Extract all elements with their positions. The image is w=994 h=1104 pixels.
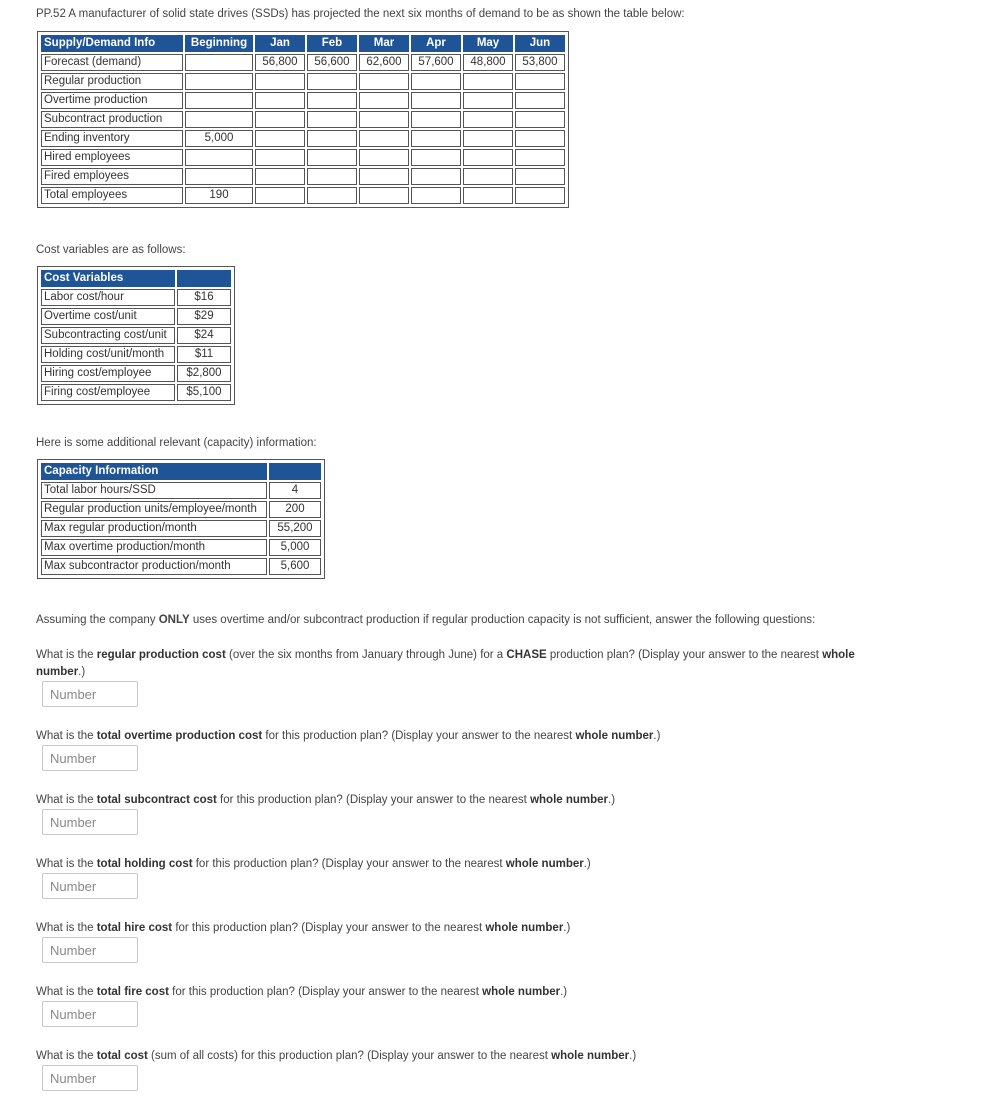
table-cell [359, 130, 409, 147]
table-cell [515, 130, 565, 147]
table-cell [463, 130, 513, 147]
row-value: 200 [269, 501, 321, 518]
table-cell: 190 [185, 187, 253, 204]
table-row [41, 130, 565, 147]
table-cell [359, 187, 409, 204]
table-cell [359, 168, 409, 185]
table-row [41, 168, 565, 185]
question-emphasis: total subcontract cost [96, 794, 217, 806]
table-cell [463, 111, 513, 128]
table-row [41, 187, 565, 204]
table-cell [463, 149, 513, 166]
cost-caption: Cost variables are as follows: [36, 244, 186, 256]
row-label: Hired employees [41, 149, 183, 166]
table-cell [185, 168, 253, 185]
table-cell [411, 187, 461, 204]
answer-input-3[interactable] [42, 809, 138, 835]
table-cell [463, 187, 513, 204]
question-emphasis: total holding cost [96, 858, 193, 870]
question-emphasis: whole number [505, 858, 584, 870]
question-fragment: for this production plan? (Display your answer to the nearest [168, 986, 483, 998]
row-label: Overtime production [41, 92, 183, 109]
table-cell [255, 168, 305, 185]
row-value: 4 [269, 482, 321, 499]
row-value: 5,000 [269, 539, 321, 556]
table-cell [515, 92, 565, 109]
table-cell [515, 73, 565, 90]
question-text [36, 792, 876, 809]
question-emphasis: whole number [551, 1050, 630, 1062]
table-cell: 62,600 [359, 54, 409, 71]
table-cell [185, 92, 253, 109]
question-fragment: What is the [36, 1050, 97, 1062]
table-cell [307, 130, 357, 147]
question-fragment: for this production plan? (Display your answer to the nearest [216, 794, 531, 806]
answer-input-7[interactable] [42, 1065, 138, 1091]
question-fragment: .) [563, 922, 571, 934]
question-text [36, 984, 876, 1001]
table-cell [255, 92, 305, 109]
table-row [41, 365, 231, 382]
question-text [36, 1048, 876, 1065]
question-fragment: for this production plan? (Display your answer to the nearest [192, 858, 506, 870]
row-label: Firing cost/employee [41, 384, 175, 401]
header-mar: Mar [359, 35, 409, 52]
capacity-header-row [41, 463, 321, 480]
table-cell [463, 92, 513, 109]
table-cell [255, 73, 305, 90]
question-fragment: What is the [36, 649, 97, 661]
question-fragment: for this production plan? (Display your answer to the nearest [262, 730, 576, 742]
table-cell [411, 92, 461, 109]
table-cell: 56,600 [307, 54, 357, 71]
answer-input-2[interactable] [42, 745, 138, 771]
answer-input-4[interactable] [42, 873, 138, 899]
table-cell [359, 73, 409, 90]
question-emphasis: total hire cost [96, 922, 173, 934]
question-fragment: What is the [36, 986, 97, 998]
table-row [41, 308, 231, 325]
header-feb: Feb [307, 35, 357, 52]
row-label: Forecast (demand) [41, 54, 183, 71]
row-label: Overtime cost/unit [41, 308, 175, 325]
row-value: 55,200 [269, 520, 321, 537]
row-value: $29 [177, 308, 231, 325]
table-cell [307, 73, 357, 90]
capacity-table [39, 461, 323, 577]
row-label: Hiring cost/employee [41, 365, 175, 382]
row-label: Total labor hours/SSD [41, 482, 267, 499]
table-cell [255, 187, 305, 204]
table-cell [185, 73, 253, 90]
table-cell [307, 149, 357, 166]
table-cell: 56,800 [255, 54, 305, 71]
question-fragment: What is the [36, 794, 97, 806]
supply-table-body [41, 54, 565, 204]
row-label: Holding cost/unit/month [41, 346, 175, 363]
header-beginning: Beginning [185, 35, 253, 52]
question-fragment: (over the six months from January through June) for a [225, 649, 507, 661]
table-cell [255, 111, 305, 128]
row-value: 5,600 [269, 558, 321, 575]
table-row [41, 384, 231, 401]
cost-table-body [41, 289, 231, 401]
question-emphasis: whole number [530, 794, 609, 806]
table-row [41, 346, 231, 363]
row-label: Regular production [41, 73, 183, 90]
question-text [36, 647, 876, 681]
question-fragment: .) [653, 730, 661, 742]
row-label: Subcontract production [41, 111, 183, 128]
row-label: Max overtime production/month [41, 539, 267, 556]
table-row [41, 327, 231, 344]
question-fragment: .) [560, 986, 568, 998]
header-may: May [463, 35, 513, 52]
table-cell [411, 149, 461, 166]
table-row [41, 73, 565, 90]
question-emphasis: whole number [575, 730, 654, 742]
table-row [41, 558, 321, 575]
assumption-only: ONLY [158, 614, 190, 626]
table-cell [185, 54, 253, 71]
table-cell [307, 168, 357, 185]
header-apr: Apr [411, 35, 461, 52]
question-emphasis: whole number [36, 649, 855, 678]
table-cell [411, 111, 461, 128]
table-cell [515, 111, 565, 128]
question-emphasis: total cost [96, 1050, 148, 1062]
question-text [36, 920, 876, 937]
row-value: $2,800 [177, 365, 231, 382]
table-cell [411, 130, 461, 147]
table-cell [463, 168, 513, 185]
table-row [41, 482, 321, 499]
header-jun: Jun [515, 35, 565, 52]
table-row [41, 54, 565, 71]
question-emphasis: total fire cost [96, 986, 169, 998]
row-value: $24 [177, 327, 231, 344]
table-row [41, 149, 565, 166]
table-row [41, 92, 565, 109]
capacity-panel [37, 459, 325, 579]
supply-header-row [41, 35, 565, 52]
table-cell: 53,800 [515, 54, 565, 71]
question-fragment: .) [629, 1050, 637, 1062]
table-cell [307, 92, 357, 109]
assumption-before: Assuming the company [36, 614, 159, 626]
question-text [36, 856, 876, 873]
capacity-caption: Here is some additional relevant (capacity) information: [36, 437, 317, 449]
table-cell [411, 168, 461, 185]
table-cell: 5,000 [185, 130, 253, 147]
cost-variables-table [39, 268, 233, 403]
answer-input-5[interactable] [42, 937, 138, 963]
cost-header-row [41, 270, 231, 287]
supply-demand-panel [37, 31, 569, 208]
table-cell: 57,600 [411, 54, 461, 71]
header-supply-demand-info: Supply/Demand Info [41, 35, 183, 52]
table-cell [515, 149, 565, 166]
table-cell: 48,800 [463, 54, 513, 71]
question-fragment: .) [608, 794, 616, 806]
table-cell [463, 73, 513, 90]
table-cell [185, 111, 253, 128]
header-capacity-information: Capacity Information [41, 463, 267, 480]
question-fragment: What is the [36, 730, 97, 742]
question-fragment: What is the [36, 922, 97, 934]
table-cell [307, 111, 357, 128]
table-cell [307, 187, 357, 204]
table-cell [359, 92, 409, 109]
question-fragment: What is the [36, 858, 97, 870]
assumption-text [36, 614, 815, 626]
table-cell [411, 73, 461, 90]
table-cell [255, 149, 305, 166]
question-fragment: .) [583, 858, 591, 870]
table-row [41, 289, 231, 306]
table-cell [359, 111, 409, 128]
row-label: Max regular production/month [41, 520, 267, 537]
question-fragment: .) [78, 666, 86, 678]
question-fragment: for this production plan? (Display your answer to the nearest [172, 922, 486, 934]
table-row [41, 501, 321, 518]
header-capacity-value [269, 463, 321, 480]
header-cost-variables: Cost Variables [41, 270, 175, 287]
row-value: $11 [177, 346, 231, 363]
table-cell [255, 130, 305, 147]
table-cell [359, 149, 409, 166]
question-text [36, 728, 876, 745]
question-emphasis: CHASE [506, 649, 547, 661]
cost-variables-panel [37, 266, 235, 405]
row-value: $16 [177, 289, 231, 306]
table-cell [515, 168, 565, 185]
supply-demand-table [39, 33, 567, 206]
header-cost-value [177, 270, 231, 287]
row-label: Subcontracting cost/unit [41, 327, 175, 344]
capacity-table-body [41, 482, 321, 575]
question-fragment: production plan? (Display your answer to the nearest [546, 649, 823, 661]
row-label: Total employees [41, 187, 183, 204]
question-fragment: (sum of all costs) for this production plan? (Display your answer to the nearest [147, 1050, 552, 1062]
answer-input-1[interactable] [42, 681, 138, 707]
problem-intro: PP.52 A manufacturer of solid state drives (SSDs) has projected the next six months of demand to be as shown the table below: [36, 8, 685, 20]
row-label: Regular production units/employee/month [41, 501, 267, 518]
table-row [41, 111, 565, 128]
table-row [41, 539, 321, 556]
question-emphasis: whole number [485, 922, 564, 934]
assumption-after: uses overtime and/or subcontract production if regular production capacity is not sufficient, answer the following questions: [189, 614, 816, 626]
question-emphasis: total overtime production cost [96, 730, 263, 742]
row-label: Fired employees [41, 168, 183, 185]
answer-input-6[interactable] [42, 1001, 138, 1027]
row-label: Ending inventory [41, 130, 183, 147]
question-emphasis: regular production cost [96, 649, 226, 661]
table-row [41, 520, 321, 537]
row-label: Max subcontractor production/month [41, 558, 267, 575]
question-emphasis: whole number [482, 986, 561, 998]
table-cell [185, 149, 253, 166]
row-value: $5,100 [177, 384, 231, 401]
header-jan: Jan [255, 35, 305, 52]
table-cell [515, 187, 565, 204]
row-label: Labor cost/hour [41, 289, 175, 306]
